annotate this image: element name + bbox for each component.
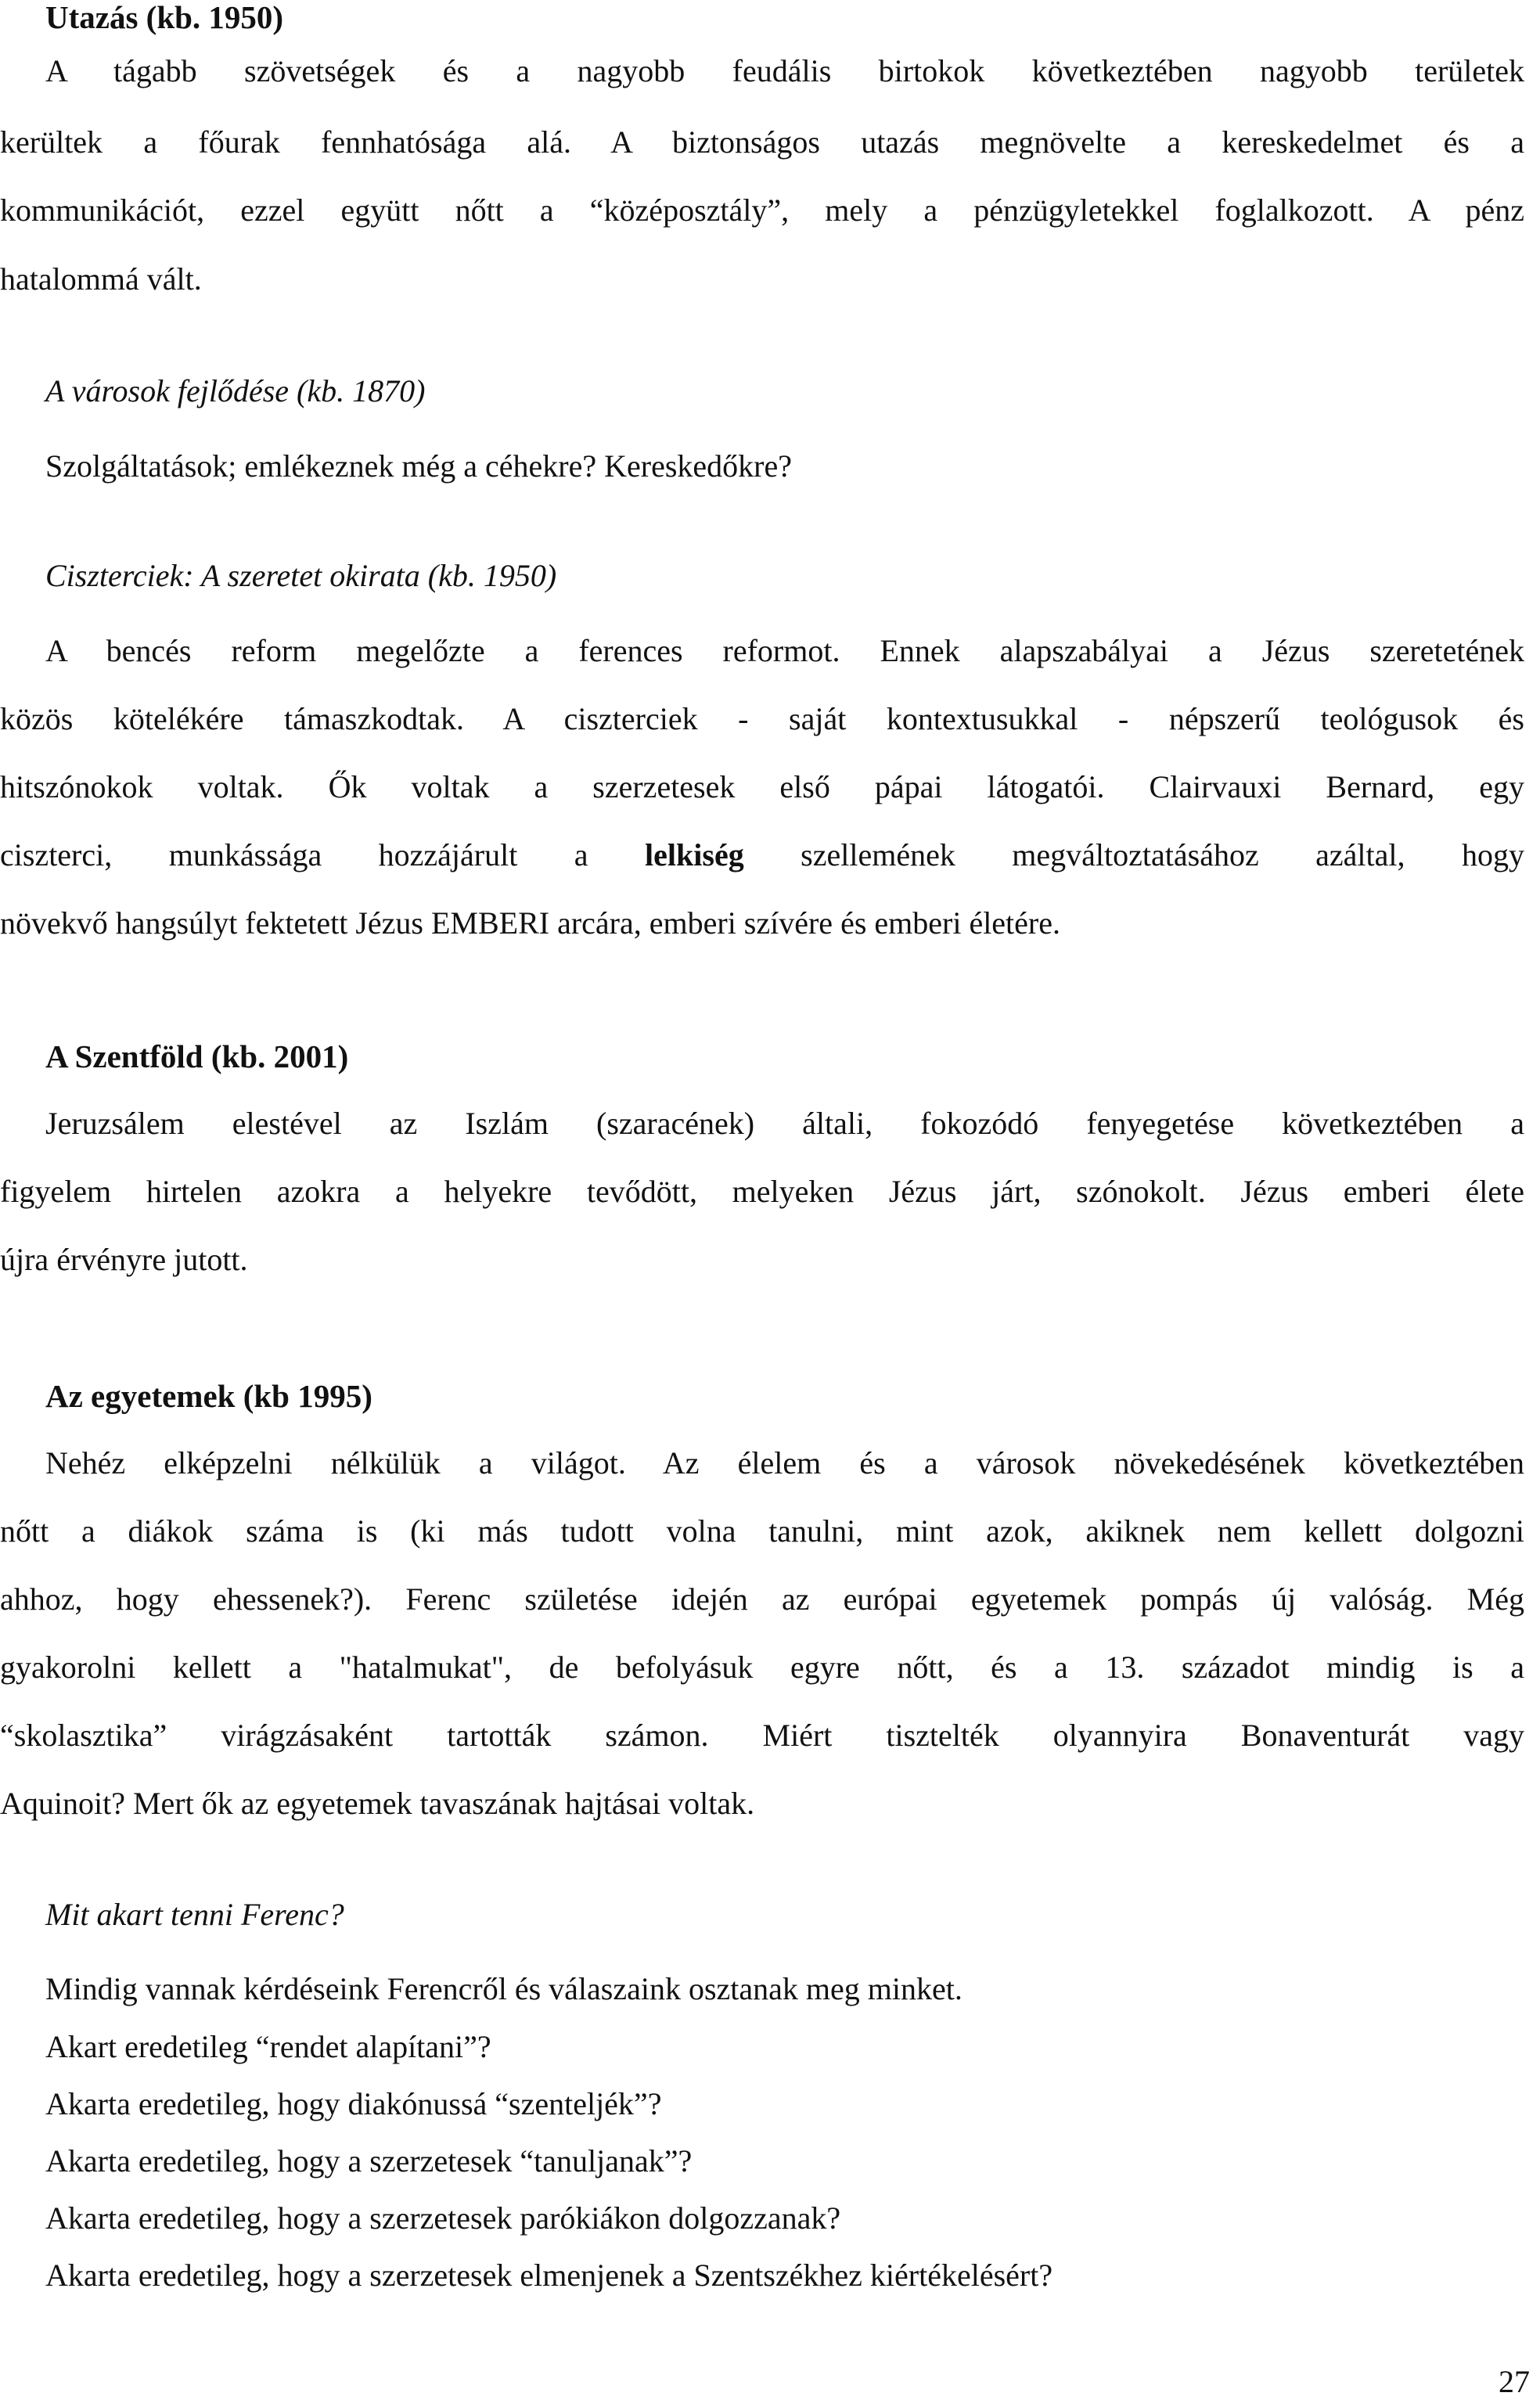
paragraph-line: hitszónokok voltak. Ők voltak a szerzetesek első pápai látogatói. Clairvauxi Bernard, egy — [0, 769, 1524, 804]
paragraph-line: kerültek a főurak fennhatósága alá. A biztonságos utazás megnövelte a kereskedelmet és a — [0, 124, 1524, 160]
question-line: Akarta eredetileg, hogy a szerzetesek “tanuljanak”? — [45, 2143, 693, 2179]
question-line: Akart eredetileg “rendet alapítani”? — [45, 2029, 491, 2064]
paragraph-line: Szolgáltatások; emlékeznek még a céhekre? Kereskedőkre? — [45, 448, 792, 484]
paragraph-line: “skolasztika” virágzásaként tartották számon. Miért tisztelték olyannyira Bonaventurát vagy — [0, 1718, 1524, 1753]
page-number: 27 — [1499, 2364, 1530, 2399]
paragraph-line: kommunikációt, ezzel együtt nőtt a “középosztály”, mely a pénzügyletekkel foglalkozott. A pénz — [0, 192, 1524, 228]
section-heading-varosok: A városok fejlődése (kb. 1870) — [45, 373, 426, 408]
text-segment: ciszterci, munkássága hozzájárult a — [0, 837, 646, 872]
paragraph-line: A bencés reform megelőzte a ferences reformot. Ennek alapszabályai a Jézus szeretetének — [45, 633, 1524, 668]
paragraph-line: növekvő hangsúlyt fektetett Jézus EMBERI arcára, emberi szívére és emberi életére. — [0, 905, 1060, 941]
question-line: Akarta eredetileg, hogy diakónussá “szenteljék”? — [45, 2086, 662, 2121]
paragraph-line: gyakorolni kellett a "hatalmukat", de befolyásuk egyre nőtt, és a 13. századot mindig is a — [0, 1650, 1524, 1685]
paragraph-line: nőtt a diákok száma is (ki más tudott volna tanulni, mint azok, akiknek nem kellett dolgozni — [0, 1513, 1524, 1549]
text-segment: szellemének megváltoztatásához azáltal, hogy — [743, 837, 1524, 872]
paragraph-line: A tágabb szövetségek és a nagyobb feudális birtokok következtében nagyobb területek — [45, 53, 1524, 88]
section-heading-ciszterciek: Ciszterciek: A szeretet okirata (kb. 1950) — [45, 558, 557, 593]
paragraph-line: ahhoz, hogy ehessenek?). Ferenc születése idején az európai egyetemek pompás új valóság. Még — [0, 1581, 1524, 1617]
section-heading-szentfold: A Szentföld (kb. 2001) — [45, 1038, 349, 1074]
paragraph-line: közös kötelékére támaszkodtak. A ciszterciek - saját kontextusukkal - népszerű teológusok és — [0, 701, 1524, 736]
paragraph-line: Jeruzsálem elestével az Iszlám (szaracének) általi, fokozódó fenyegetése következtében a — [45, 1106, 1524, 1141]
paragraph-line: Nehéz elképzelni nélkülük a világot. Az élelem és a városok növekedésének következtében — [45, 1445, 1524, 1481]
emphasis-lelkiseg: lelkiség — [645, 837, 744, 872]
paragraph-line: Aquinoit? Mert ők az egyetemek tavaszának hajtásai voltak. — [0, 1786, 755, 1821]
section-heading-ferenc: Mit akart tenni Ferenc? — [45, 1897, 344, 1932]
paragraph-line: figyelem hirtelen azokra a helyekre tevődött, melyeken Jézus járt, szónokolt. Jézus emberi élete — [0, 1174, 1524, 1209]
section-heading-utazas: Utazás (kb. 1950) — [45, 0, 284, 35]
section-heading-egyetemek: Az egyetemek (kb 1995) — [45, 1378, 372, 1414]
question-line: Mindig vannak kérdéseink Ferencről és válaszaink osztanak meg minket. — [45, 1971, 962, 2006]
paragraph-line: újra érvényre jutott. — [0, 1242, 248, 1277]
paragraph-line: hatalommá vált. — [0, 261, 202, 297]
question-line: Akarta eredetileg, hogy a szerzetesek elmenjenek a Szentszékhez kiértékelésért? — [45, 2258, 1053, 2293]
paragraph-line-with-emphasis — [0, 837, 1524, 874]
question-line: Akarta eredetileg, hogy a szerzetesek parókiákon dolgozzanak? — [45, 2200, 841, 2236]
